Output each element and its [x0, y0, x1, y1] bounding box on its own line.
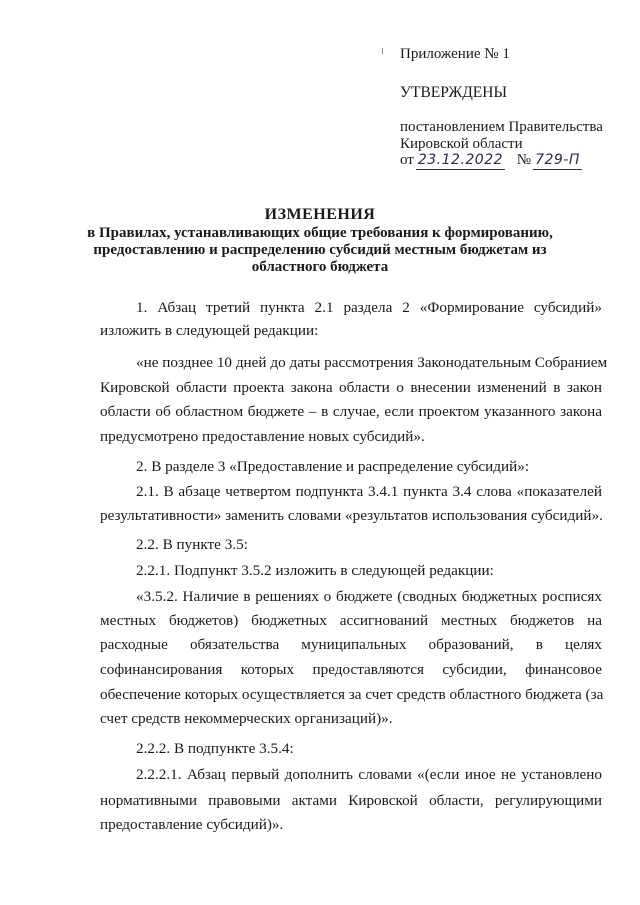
- from-prefix: от: [400, 152, 414, 168]
- quote-1-line-2: Кировской области проекта закона области о внесении изменений в закон: [100, 379, 602, 396]
- item-2-2-2-1-line-2: нормативными правовыми актами Кировской области, регулирующими: [100, 792, 602, 809]
- word: образований,: [428, 636, 514, 653]
- item-2-1-line-2: результативности» заменить словами «результатов использования субсидий».: [100, 507, 603, 524]
- word: муниципальных: [301, 636, 407, 653]
- approved-label: УТВЕРЖДЕНЫ: [400, 84, 507, 101]
- word: обязательства: [189, 636, 280, 653]
- word: расходные: [100, 636, 168, 653]
- item-2-2-2: 2.2.2. В подпункте 3.5.4:: [136, 740, 294, 757]
- appendix-label: Приложение № 1: [400, 46, 510, 62]
- quote-2-line-1: «3.5.2. Наличие в решениях о бюджете (сводных бюджетных росписях: [136, 588, 602, 605]
- quote-1-line-3: области об областном бюджете – в случае, если проектом указанного закона: [100, 403, 602, 420]
- title-line-3: областного бюджета: [251, 259, 389, 275]
- handwritten-date: 23.12.2022: [417, 152, 504, 168]
- word: финансовое: [525, 661, 602, 678]
- item-1-line-1: 1. Абзац третий пункта 2.1 раздела 2 «Формирование субсидий»: [136, 299, 602, 316]
- item-2: 2. В разделе 3 «Предоставление и распределение субсидий»:: [136, 458, 530, 475]
- word: софинансирования: [100, 661, 223, 678]
- document-heading: ИЗМЕНЕНИЯ: [264, 206, 376, 223]
- resolution-line-2: Кировской области: [400, 136, 523, 152]
- word: предоставляются: [312, 661, 424, 678]
- item-1-line-2: изложить в следующей редакции:: [100, 322, 319, 339]
- quote-2-line-3: [100, 636, 602, 654]
- item-2-2-2-1-line-3: предоставление субсидий)».: [100, 816, 284, 833]
- scan-mark: [382, 48, 383, 54]
- word: субсидии,: [442, 661, 507, 678]
- quote-2-line-6: счет средств некоммерческих организаций)».: [100, 710, 393, 727]
- resolution-line-1: постановлением Правительства: [400, 119, 603, 135]
- handwritten-number: 729-П: [535, 152, 580, 168]
- title-line-2: предоставлению и распределению субсидий местным бюджетам из: [93, 242, 547, 258]
- quote-1-line-4: предусмотрено предоставление новых субсидий».: [100, 428, 425, 445]
- resolution-date-number: [400, 152, 582, 170]
- quote-2-line-5: обеспечение которых осуществляется за счет средств областного бюджета (за: [100, 686, 604, 703]
- quote-1-line-1: «не позднее 10 дней до даты рассмотрения Законодательным Собранием: [136, 354, 608, 371]
- item-2-2-1: 2.2.1. Подпункт 3.5.2 изложить в следующей редакции:: [136, 562, 494, 579]
- number-prefix: №: [516, 152, 532, 168]
- item-2-2: 2.2. В пункте 3.5:: [136, 536, 248, 553]
- word: которых: [240, 661, 295, 678]
- title-line-1: в Правилах, устанавливающих общие требования к формированию,: [87, 225, 553, 241]
- quote-2-line-2: местных бюджетов) бюджетных ассигнований местных бюджетов на: [100, 612, 602, 629]
- word: в: [535, 636, 543, 653]
- item-2-1-line-1: 2.1. В абзаце четвертом подпункта 3.4.1 пункта 3.4 слова «показателей: [136, 483, 602, 500]
- item-2-2-2-1-line-1: 2.2.2.1. Абзац первый дополнить словами «(если иное не установлено: [136, 766, 602, 783]
- quote-2-line-4: [100, 661, 602, 679]
- word: целях: [564, 636, 602, 653]
